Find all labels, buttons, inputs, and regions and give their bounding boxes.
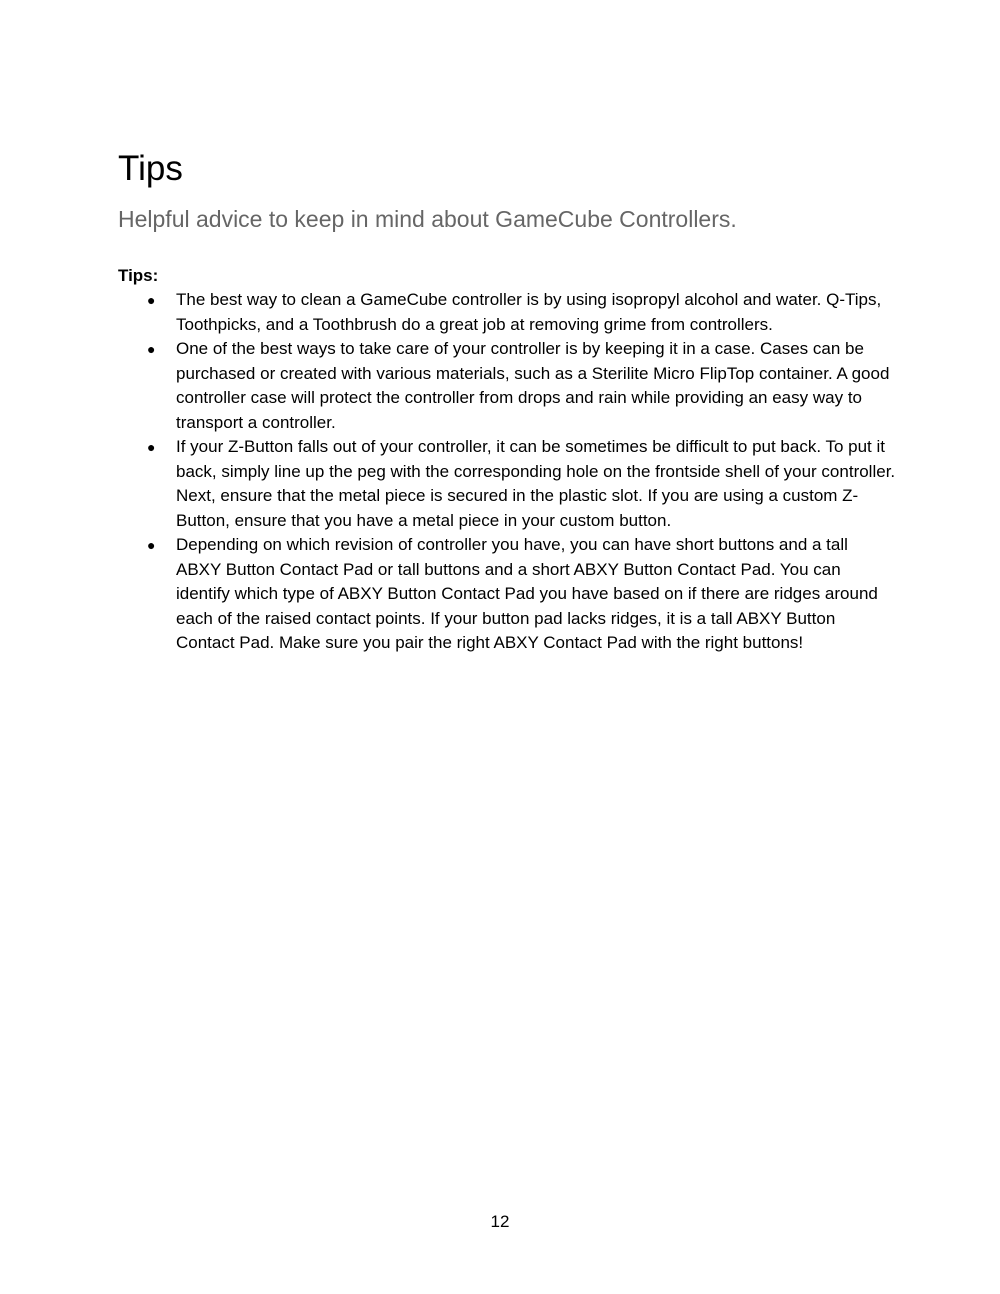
list-item — [147, 533, 896, 656]
tips-list — [147, 288, 896, 656]
page-number: 12 — [490, 1212, 510, 1231]
section-label: Tips: — [118, 266, 159, 285]
list-item — [147, 337, 896, 435]
bullet-icon: ● — [147, 292, 156, 308]
tip-text: Depending on which revision of controller you have, you can have short buttons and a tall ABXY Button Contact Pad or tall buttons and a short ABXY Button Contact Pad. You can identify which type of ABXY Button Contact Pad you have based on if there are ridges around each of the raised contact points. If your button pad lacks ridges, it is a tall ABXY Button Contact Pad. Make sure you pair the right ABXY Contact Pad with the right buttons! — [176, 535, 878, 652]
tip-text: The best way to clean a GameCube controller is by using isopropyl alcohol and water. Q-Tips, Toothpicks, and a Toothbrush do a great job at removing grime from controllers. — [176, 290, 882, 334]
list-item — [147, 288, 896, 337]
bullet-icon: ● — [147, 439, 156, 455]
tip-text: One of the best ways to take care of your controller is by keeping it in a case. Cases can be purchased or created with various materials, such as a Sterilite Micro FlipTop container. A good controller case will protect the controller from drops and rain while providing an easy way to transport a controller. — [176, 339, 890, 432]
bullet-icon: ● — [147, 341, 156, 357]
bullet-icon: ● — [147, 537, 156, 553]
page-subtitle: Helpful advice to keep in mind about GameCube Controllers. — [118, 206, 737, 232]
list-item — [147, 435, 896, 533]
tip-text: If your Z-Button falls out of your controller, it can be sometimes be difficult to put back. To put it back, simply line up the peg with the corresponding hole on the frontside shell of your controller. Next, ensure that the metal piece is secured in the plastic slot. If you are using a custom Z-Button, ensure that you have a metal piece in your custom button. — [176, 437, 896, 530]
page-title: Tips — [118, 149, 183, 188]
